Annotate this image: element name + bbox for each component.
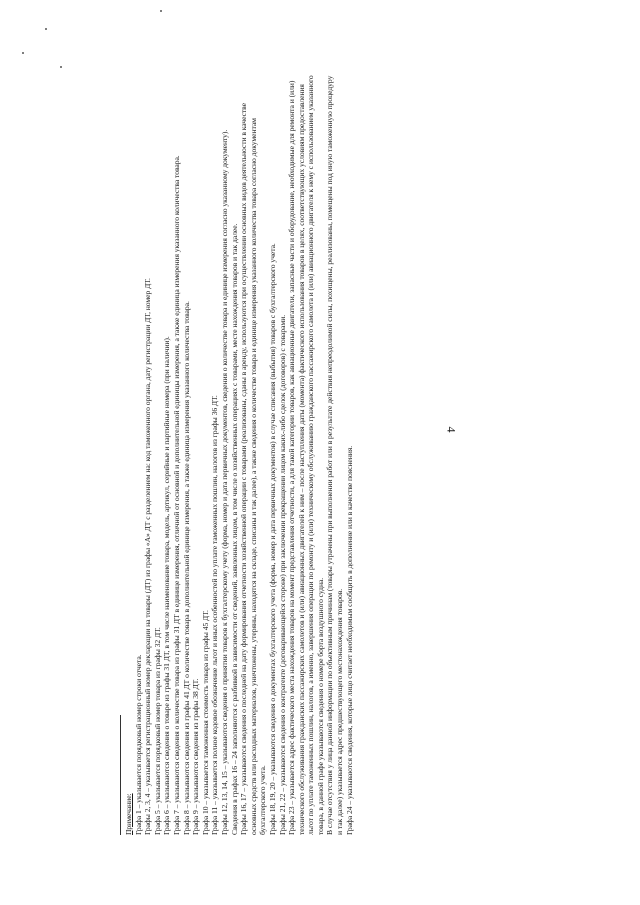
note-line-15: Графа 23 – указывается адрес фактического места нахождения товаров на момент представления отчетности, а для такой категории товаров, как авиационные двигатели, запасные части и оборудование, необходимые для ремонта и (или) технического обслуживания гражданских пассажирских самолетов и (или) авиационных двигателей к ним – после наступления даты (момента) фактического использования товаров в целях, соответствующих условиям предоставления льгот по уплате таможенных пошлин, налогов, а именно, завершения операции по ремонту и (или) техническому обслуживанию гражданского пассажирского самолета и (или) авиационного двигателя к нему с использованием указанного товара, в данной графе указываются сведения о номере борта воздушного судна. [287, 75, 325, 835]
notes-text-block [110, 75, 410, 835]
note-line-11: Сведения в графах 16 – 24 заполняются с разбивкой в зависимости от сведений, заявленных лицом, в том числе о хозяйственных операциях с товарами, месте нахождения товаров и так далее. [229, 223, 239, 835]
scan-speck [60, 66, 62, 68]
note-line-5: Графа 7 – указываются сведения о количестве товара из графы 31 ДТ в единице измерения, отличной от основной и дополнительной единицы измерения, а также единица измерения указанного количества товара. [171, 155, 181, 835]
note-line-13: Графы 18, 19, 20 – указываются сведения о документах бухгалтерского учета (форма, номер и дата первичных документов) в случае списания (выбытия) товаров с бухгалтерского учета. [267, 243, 277, 835]
note-line-7: Графа 9 – указываются сведения из графы 38 ДТ. [191, 678, 201, 835]
note-line-14: Графы 21, 22 – указываются сведения о контрагенте (договаривающейся стороне) при заключении прекращении лицом каких-либо сделок (договоров) с товарами. [277, 314, 287, 835]
note-line-3: Графа 5 – указывается порядковый номер товара из графы 32 ДТ. [152, 627, 162, 835]
note-line-16: В случае отсутствия у лица данной информации по объективным причинам (товары утрачены при выполнении работ или в результате действия непреодолимой силы, похищены, реализованы, помещены под иную таможенную процедуру и так далее) указывается адрес предшествующего местонахождения товаров. [325, 75, 345, 835]
note-line-10: Графы 12, 13, 14, 15 – указываются сведения о принятии товаров к бухгалтерскому учету (форма, номер и дата первичных документов, сведения о количестве товара и единице измерения согласно указанному документу). [219, 129, 229, 835]
note-line-1: Графа 1 – указывается порядковый номер строки отчета. [133, 654, 143, 835]
notes-heading: Примечание: [124, 793, 133, 835]
scan-speck [22, 52, 24, 54]
note-line-4: Графа 6 – указываются сведения о товаре из графы 31 ДТ, в том числе наименование товара, модель, артикул, серийные и партийные номера (при наличии). [162, 336, 172, 835]
scan-speck [45, 28, 47, 30]
heading-rule [120, 715, 121, 835]
note-line-2: Графы 2, 3, 4 – указывается регистрационный номер декларации на товары (ДТ) из графы «А» ДТ с разделением на: код таможенного органа, дату регистрации ДТ, номер ДТ. [143, 278, 153, 835]
note-line-12: Графы 16, 17 – указываются сведения о последней на дату формирования отчетности хозяйственной операции с товарами (реализованы, сданы в аренду, используются при осуществлении основных видов деятельности в качестве основных средств или расходных материалов, уничтожены, утеряны, находятся на складе, списаны и так далее), а также сведения о количестве товара и единице измерения указанного количества товара согласно документам бухгалтерского учета. [239, 103, 268, 835]
scan-speck [160, 10, 162, 12]
note-line-17: Графа 24 – указываются сведения, которые лицо считает необходимым сообщить в дополнение или в качестве пояснения. [344, 445, 354, 835]
note-line-9: Графа 11 – указывается полное кодовое обозначение льгот и иных особенностей по уплате таможенных пошлин, налогов из графы 36 ДТ. [210, 395, 220, 835]
note-line-8: Графа 10 – указывается таможенная стоимость товара из графы 45 ДТ. [200, 610, 210, 835]
notes-section [110, 75, 410, 835]
page-number: 4 [444, 426, 459, 433]
note-line-6: Графа 8 – указываются сведения из графы 41 ДТ о количестве товара в дополнительной единице измерения, а также единица измерения указанного количества товара. [181, 301, 191, 835]
